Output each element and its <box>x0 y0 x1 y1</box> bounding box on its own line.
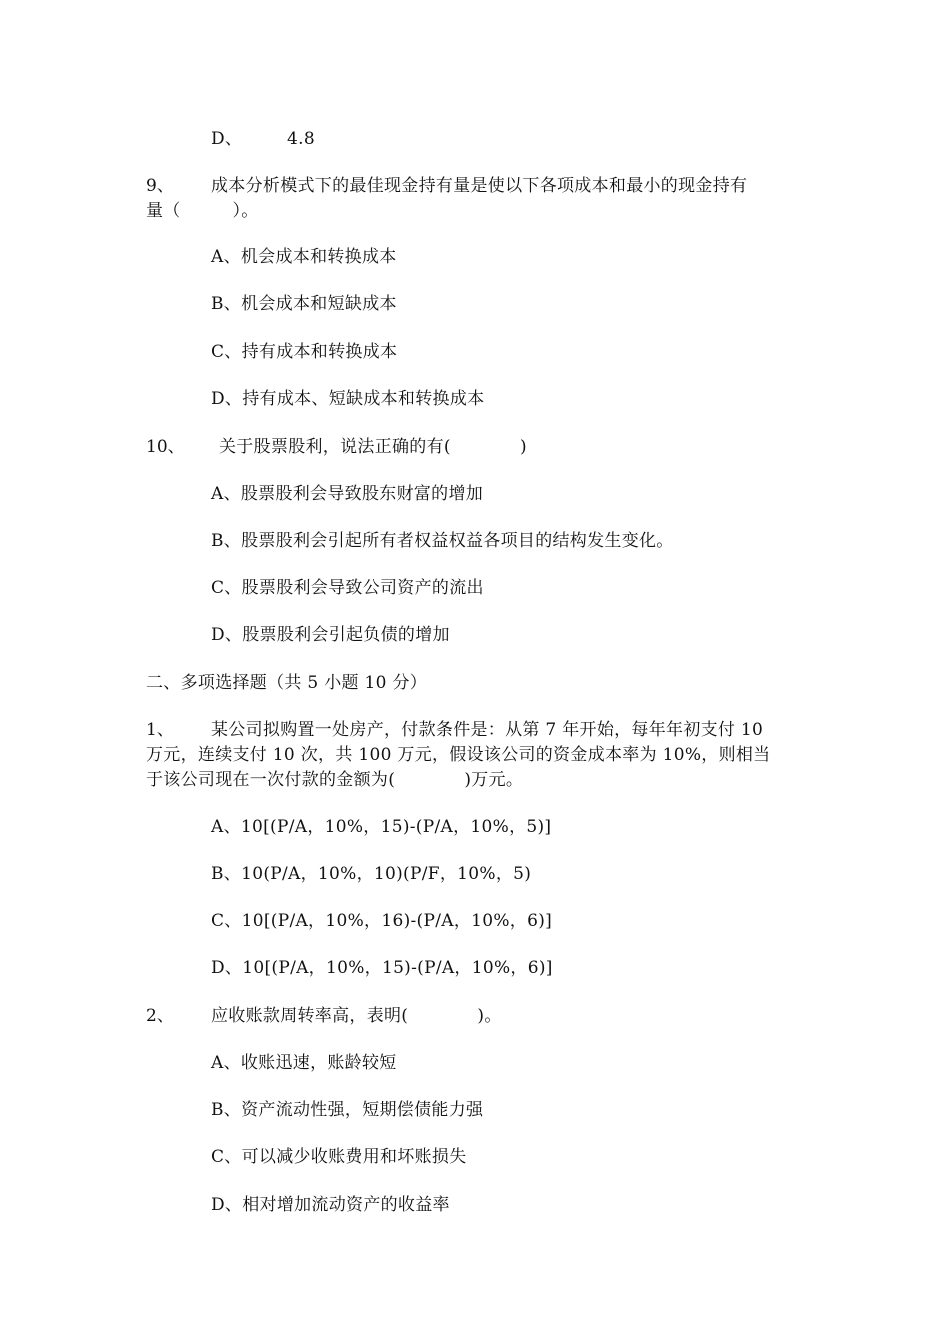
q10-option-d: D、股票股利会引起负债的增加 <box>211 625 450 645</box>
q10-number: 10、 <box>146 437 185 457</box>
q10-option-b: B、股票股利会引起所有者权益权益各项目的结构发生变化。 <box>211 531 674 551</box>
mq1-option-b: B、10(P/A，10%，10)(P/F，10%，5) <box>211 864 532 884</box>
q9-stem-line1: 成本分析模式下的最佳现金持有量是使以下各项成本和最小的现金持有 <box>211 176 748 196</box>
prev-option-d-text: 4.8 <box>287 129 315 149</box>
q10-stem: 关于股票股利，说法正确的有( ) <box>219 437 527 457</box>
mq1-option-c: C、10[(P/A，10%，16)-(P/A，10%，6)] <box>211 911 553 931</box>
mq2-option-a: A、收账迅速，账龄较短 <box>211 1053 397 1073</box>
mq1-stem-line2: 万元，连续支付 10 次，共 100 万元，假设该公司的资金成本率为 10%，则相当 <box>146 745 771 765</box>
q9-number: 9、 <box>146 176 174 196</box>
q9-option-d: D、持有成本、短缺成本和转换成本 <box>211 389 485 409</box>
q9-stem-line2: 量（ ）。 <box>146 201 259 221</box>
q9-option-a: A、机会成本和转换成本 <box>211 247 397 267</box>
mq1-option-d: D、10[(P/A，10%，15)-(P/A，10%，6)] <box>211 958 553 978</box>
mq2-option-b: B、资产流动性强，短期偿债能力强 <box>211 1100 484 1120</box>
q9-option-b: B、机会成本和短缺成本 <box>211 294 397 314</box>
section2-heading: 二、多项选择题（共 5 小题 10 分） <box>146 673 428 693</box>
q9-option-c: C、持有成本和转换成本 <box>211 342 398 362</box>
mq1-number: 1、 <box>146 720 174 740</box>
q10-option-c: C、股票股利会导致公司资产的流出 <box>211 578 484 598</box>
q10-option-a: A、股票股利会导致股东财富的增加 <box>211 484 484 504</box>
prev-option-d-label: D、 <box>211 129 243 149</box>
mq2-option-d: D、相对增加流动资产的收益率 <box>211 1195 450 1215</box>
mq1-stem-line1: 某公司拟购置一处房产，付款条件是：从第 7 年开始，每年年初支付 10 <box>211 720 764 740</box>
mq1-stem-line3: 于该公司现在一次付款的金额为( )万元。 <box>146 770 524 790</box>
mq2-number: 2、 <box>146 1006 174 1026</box>
mq2-option-c: C、可以减少收账费用和坏账损失 <box>211 1147 467 1167</box>
mq2-stem: 应收账款周转率高，表明( )。 <box>211 1006 502 1026</box>
mq1-option-a: A、10[(P/A，10%，15)-(P/A，10%，5)] <box>211 817 552 837</box>
